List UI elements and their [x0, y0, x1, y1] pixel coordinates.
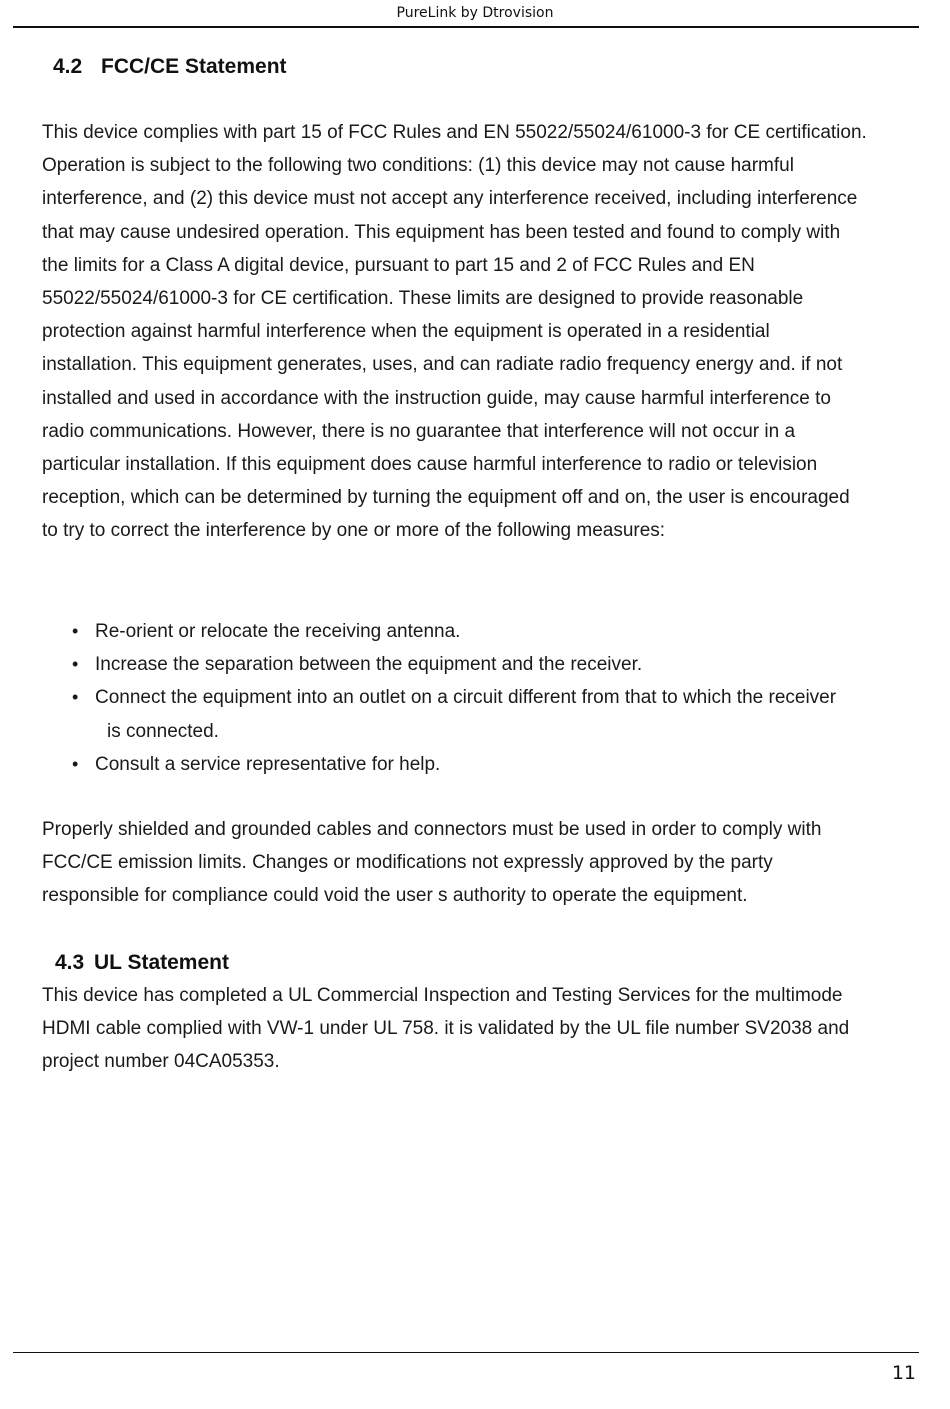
- interference-measures-list: [0, 615, 900, 781]
- ul-paragraph: This device has completed a UL Commercial Inspection and Testing Services for the multimode HDMI cable complied with VW-1 under UL 758. it is validated by the UL file number SV2038 and project number 04CA05353.: [42, 985, 850, 1073]
- header-divider: [13, 26, 919, 28]
- bullet-icon: •: [72, 753, 79, 774]
- section-title: FCC/CE Statement: [101, 55, 287, 78]
- page-number: 11: [891, 1362, 916, 1384]
- section-title: UL Statement: [94, 951, 229, 974]
- fcc-ce-paragraph: This device complies with part 15 of FCC Rules and EN 55022/55024/61000-3 for CE certification. Operation is subject to the following two conditions: (1) this device may not cause harmful interference, and (2) this device must not accept any interference received, including interference that may cause undesired operation. This equipment has been tested and found to comply with the limits for a Class A digital device, pursuant to part 15 and 2 of FCC Rules and EN 55022/55024/61000-3 for CE certification. These limits are designed to provide reasonable protection against harmful interference when the equipment is operated in a residential installation. This equipment generates, uses, and can radiate radio frequency energy and. if not installed and used in accordance with the instruction guide, may cause harmful interference to radio communications. However, there is no guarantee that interference will not occur in a particular installation. If this equipment does cause harmful interference to radio or television reception, which can be determined by turning the equipment off and on, the user is encouraged to try to correct the interference by one or more of the following measures:: [42, 122, 867, 542]
- list-item-continuation: [0, 715, 900, 748]
- list-item-text: Connect the equipment into an outlet on a circuit different from that to which the receiver: [95, 687, 837, 709]
- running-header: PureLink by Dtrovision: [396, 5, 554, 21]
- list-item: [0, 748, 900, 781]
- shielding-paragraph: Properly shielded and grounded cables and connectors must be used in order to comply with FCC/CE emission limits. Changes or modifications not expressly approved by the party responsible for compliance could void the user s authority to operate the equipment.: [42, 819, 822, 907]
- section-heading-ul: [55, 951, 229, 975]
- section-heading-fcc-ce: [53, 55, 287, 79]
- section-number: 4.3: [55, 951, 85, 974]
- list-item-text: is connected.: [107, 720, 219, 742]
- list-item-text: Re-orient or relocate the receiving antenna.: [95, 621, 461, 642]
- list-item-text: Increase the separation between the equipment and the receiver.: [95, 654, 643, 676]
- list-item-text: Consult a service representative for help.: [95, 753, 441, 775]
- bullet-icon: •: [72, 654, 79, 675]
- footer-divider: [13, 1352, 919, 1353]
- list-item: [0, 648, 900, 681]
- section-number: 4.2: [53, 55, 83, 78]
- list-item: [0, 681, 900, 714]
- list-item: [0, 615, 900, 648]
- bullet-icon: •: [72, 687, 79, 708]
- bullet-icon: •: [72, 621, 79, 641]
